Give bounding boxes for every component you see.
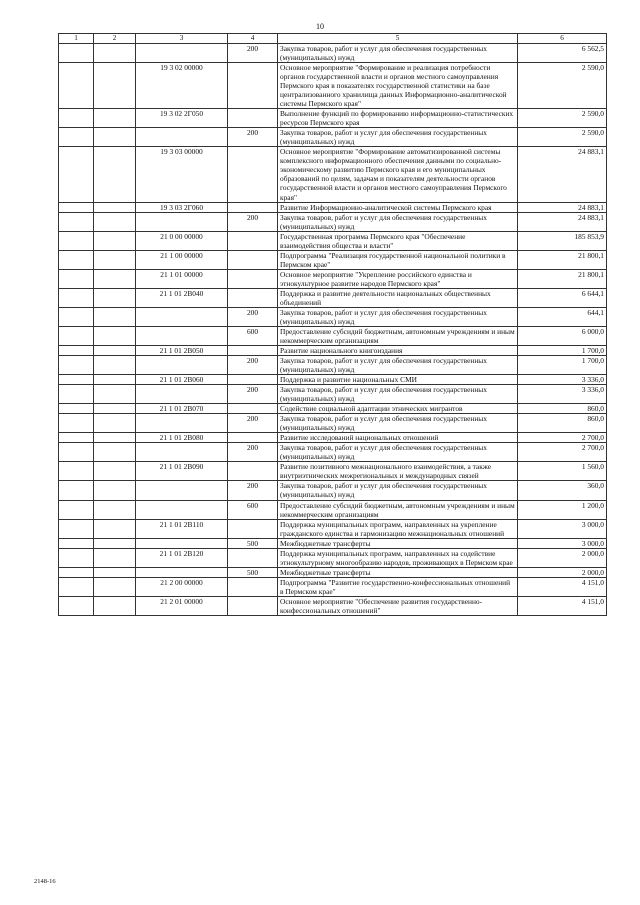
empty-col-1	[59, 346, 94, 356]
item-name-cell: Закупка товаров, работ и услуг для обеспечения государственных (муниципальных) нужд	[278, 307, 518, 326]
empty-col-1	[59, 596, 94, 615]
empty-col-1	[59, 128, 94, 147]
empty-col-2	[94, 577, 136, 596]
empty-col-1	[59, 307, 94, 326]
item-name-cell: Поддержка и развитие деятельности национальных общественных объединений	[278, 288, 518, 307]
expense-type-cell: 500	[228, 567, 278, 577]
empty-col-1	[59, 414, 94, 433]
expense-type-cell: 200	[228, 414, 278, 433]
empty-col-2	[94, 128, 136, 147]
target-code-cell: 21 1 01 2В120	[136, 548, 228, 567]
target-code-cell	[136, 538, 228, 548]
expense-type-cell: 600	[228, 500, 278, 519]
expense-type-cell	[228, 109, 278, 128]
empty-col-2	[94, 212, 136, 231]
table-header	[59, 34, 607, 44]
empty-col-1	[59, 269, 94, 288]
empty-col-2	[94, 202, 136, 212]
empty-col-1	[59, 481, 94, 500]
expense-type-cell	[228, 269, 278, 288]
empty-col-1	[59, 326, 94, 345]
empty-col-2	[94, 519, 136, 538]
amount-cell: 2 590,0	[518, 109, 607, 128]
expense-type-cell	[228, 231, 278, 250]
table-row	[59, 356, 607, 375]
expense-type-cell	[228, 548, 278, 567]
expense-type-cell: 200	[228, 212, 278, 231]
target-code-cell	[136, 307, 228, 326]
header-col-1: 1	[59, 34, 94, 44]
amount-cell: 21 800,1	[518, 269, 607, 288]
header-col-3: 3	[136, 34, 228, 44]
header-col-5: 5	[278, 34, 518, 44]
expense-type-cell	[228, 63, 278, 109]
item-name-cell: Закупка товаров, работ и услуг для обеспечения государственных (муниципальных) нужд	[278, 356, 518, 375]
table-row	[59, 443, 607, 462]
amount-cell: 2 700,0	[518, 443, 607, 462]
expense-type-cell	[228, 375, 278, 385]
target-code-cell: 21 1 01 2В070	[136, 404, 228, 414]
expense-type-cell	[228, 288, 278, 307]
item-name-cell: Поддержка муниципальных программ, направленных на содействие этнокультурному многообразию народов, проживающих в Пермском крае	[278, 548, 518, 567]
table-row	[59, 202, 607, 212]
empty-col-2	[94, 538, 136, 548]
expense-type-cell: 600	[228, 326, 278, 345]
item-name-cell: Предоставление субсидий бюджетным, автономным учреждениям и иным некоммерческим организациям	[278, 500, 518, 519]
header-col-4: 4	[228, 34, 278, 44]
item-name-cell: Подпрограмма "Развитие государственно-конфессиональных отношений в Пермском крае"	[278, 577, 518, 596]
empty-col-2	[94, 346, 136, 356]
item-name-cell: Государственная программа Пермского края "Обеспечение взаимодействия общества и власти"	[278, 231, 518, 250]
table-body	[59, 44, 607, 616]
target-code-cell: 21 1 00 00000	[136, 250, 228, 269]
expense-type-cell: 500	[228, 538, 278, 548]
table-row	[59, 288, 607, 307]
empty-col-1	[59, 231, 94, 250]
empty-col-2	[94, 404, 136, 414]
amount-cell: 3 000,0	[518, 519, 607, 538]
expense-type-cell	[228, 433, 278, 443]
item-name-cell: Основное мероприятие "Обеспечение развития государственно-конфессиональных отношений"	[278, 596, 518, 615]
empty-col-2	[94, 433, 136, 443]
item-name-cell: Развитие исследований национальных отношений	[278, 433, 518, 443]
amount-cell: 185 853,9	[518, 231, 607, 250]
amount-cell: 1 700,0	[518, 346, 607, 356]
footer-document-code: 2148-16	[34, 878, 56, 885]
target-code-cell: 19 3 02 2Г050	[136, 109, 228, 128]
header-col-2: 2	[94, 34, 136, 44]
target-code-cell: 21 1 01 2В050	[136, 346, 228, 356]
table-row	[59, 462, 607, 481]
table-row	[59, 596, 607, 615]
item-name-cell: Выполнение функций по формированию информационно-статистических ресурсов Пермского края	[278, 109, 518, 128]
empty-col-2	[94, 462, 136, 481]
empty-col-2	[94, 500, 136, 519]
empty-col-1	[59, 202, 94, 212]
target-code-cell: 21 1 01 2В110	[136, 519, 228, 538]
target-code-cell: 21 1 01 00000	[136, 269, 228, 288]
table-row	[59, 212, 607, 231]
target-code-cell	[136, 414, 228, 433]
empty-col-2	[94, 414, 136, 433]
item-name-cell: Основное мероприятие "Формирование автоматизированной системы комплексного информационного обеспечения данными по социально-экономическому развитию Пермского края и его муниципальных образований по целям, задачам и показателям деятельности органов государственной власти и органов местного самоуправления Пермского края"	[278, 147, 518, 202]
amount-cell: 3 336,0	[518, 375, 607, 385]
target-code-cell: 21 1 01 2В080	[136, 433, 228, 443]
expense-type-cell	[228, 250, 278, 269]
empty-col-2	[94, 288, 136, 307]
table-row	[59, 231, 607, 250]
header-row	[59, 34, 607, 44]
expense-type-cell: 200	[228, 385, 278, 404]
empty-col-1	[59, 385, 94, 404]
item-name-cell: Основное мероприятие "Формирование и реализация потребности органов государственной власти и органов местного самоуправления Пермского края в показателях государственной статистики на базе централизованного хранилища данных Информационно-аналитической системы Пермского края"	[278, 63, 518, 109]
target-code-cell: 21 2 00 00000	[136, 577, 228, 596]
amount-cell: 24 883,1	[518, 212, 607, 231]
item-name-cell: Закупка товаров, работ и услуг для обеспечения государственных (муниципальных) нужд	[278, 443, 518, 462]
amount-cell: 21 800,1	[518, 250, 607, 269]
empty-col-1	[59, 567, 94, 577]
empty-col-1	[59, 433, 94, 443]
empty-col-2	[94, 567, 136, 577]
item-name-cell: Поддержка и развитие национальных СМИ	[278, 375, 518, 385]
table-row	[59, 548, 607, 567]
empty-col-2	[94, 481, 136, 500]
target-code-cell	[136, 44, 228, 63]
target-code-cell	[136, 326, 228, 345]
empty-col-2	[94, 63, 136, 109]
table-row	[59, 567, 607, 577]
empty-col-2	[94, 375, 136, 385]
table-row	[59, 500, 607, 519]
expense-type-cell	[228, 404, 278, 414]
item-name-cell: Закупка товаров, работ и услуг для обеспечения государственных (муниципальных) нужд	[278, 128, 518, 147]
table-row	[59, 63, 607, 109]
empty-col-1	[59, 404, 94, 414]
table-row	[59, 307, 607, 326]
table-row	[59, 385, 607, 404]
item-name-cell: Предоставление субсидий бюджетным, автономным учреждениям и иным некоммерческим организациям	[278, 326, 518, 345]
empty-col-2	[94, 269, 136, 288]
item-name-cell: Основное мероприятие "Укрепление российского единства и этнокультурное развитие народов Пермского края"	[278, 269, 518, 288]
expense-type-cell: 200	[228, 356, 278, 375]
item-name-cell: Содействие социальной адаптации этнических мигрантов	[278, 404, 518, 414]
item-name-cell: Поддержка муниципальных программ, направленных на укрепление гражданского единства и гармонизацию межнациональных отношений	[278, 519, 518, 538]
empty-col-1	[59, 212, 94, 231]
expense-type-cell: 200	[228, 128, 278, 147]
amount-cell: 3 336,0	[518, 385, 607, 404]
empty-col-1	[59, 548, 94, 567]
amount-cell: 2 700,0	[518, 433, 607, 443]
table-row	[59, 128, 607, 147]
target-code-cell	[136, 128, 228, 147]
amount-cell: 6 000,0	[518, 326, 607, 345]
page-number: 10	[316, 22, 324, 31]
amount-cell: 2 000,0	[518, 567, 607, 577]
target-code-cell	[136, 356, 228, 375]
table-row	[59, 433, 607, 443]
table-row	[59, 414, 607, 433]
empty-col-2	[94, 307, 136, 326]
expense-type-cell: 200	[228, 44, 278, 63]
empty-col-1	[59, 147, 94, 202]
target-code-cell: 19 3 02 00000	[136, 63, 228, 109]
table-row	[59, 269, 607, 288]
empty-col-2	[94, 250, 136, 269]
empty-col-2	[94, 356, 136, 375]
amount-cell: 1 200,0	[518, 500, 607, 519]
item-name-cell: Подпрограмма "Реализация государственной национальной политики в Пермском крае"	[278, 250, 518, 269]
item-name-cell: Закупка товаров, работ и услуг для обеспечения государственных (муниципальных) нужд	[278, 44, 518, 63]
item-name-cell: Межбюджетные трансферты	[278, 567, 518, 577]
table-row	[59, 147, 607, 202]
empty-col-2	[94, 385, 136, 404]
target-code-cell: 21 1 01 2В090	[136, 462, 228, 481]
empty-col-2	[94, 596, 136, 615]
target-code-cell	[136, 500, 228, 519]
target-code-cell	[136, 443, 228, 462]
table-row	[59, 404, 607, 414]
empty-col-1	[59, 577, 94, 596]
table-row	[59, 577, 607, 596]
empty-col-1	[59, 375, 94, 385]
expense-type-cell	[228, 346, 278, 356]
empty-col-2	[94, 548, 136, 567]
empty-col-1	[59, 462, 94, 481]
table-row	[59, 346, 607, 356]
target-code-cell: 19 3 03 00000	[136, 147, 228, 202]
empty-col-1	[59, 519, 94, 538]
amount-cell: 2 590,0	[518, 128, 607, 147]
table-row	[59, 375, 607, 385]
expense-type-cell: 200	[228, 481, 278, 500]
amount-cell: 644,1	[518, 307, 607, 326]
empty-col-1	[59, 288, 94, 307]
item-name-cell: Развитие позитивного межнационального взаимодействия, а также внутриэтнических межрегиональных и международных связей	[278, 462, 518, 481]
table-row	[59, 109, 607, 128]
empty-col-1	[59, 44, 94, 63]
table-row	[59, 44, 607, 63]
item-name-cell: Закупка товаров, работ и услуг для обеспечения государственных (муниципальных) нужд	[278, 414, 518, 433]
amount-cell: 4 151,0	[518, 577, 607, 596]
target-code-cell	[136, 212, 228, 231]
amount-cell: 3 000,0	[518, 538, 607, 548]
expense-type-cell	[228, 577, 278, 596]
expense-type-cell	[228, 596, 278, 615]
amount-cell: 4 151,0	[518, 596, 607, 615]
amount-cell: 24 883,1	[518, 147, 607, 202]
target-code-cell: 21 1 01 2В040	[136, 288, 228, 307]
target-code-cell: 21 0 00 00000	[136, 231, 228, 250]
item-name-cell: Развитие национального книгоиздания	[278, 346, 518, 356]
amount-cell: 2 000,0	[518, 548, 607, 567]
expense-type-cell	[228, 202, 278, 212]
expense-type-cell: 200	[228, 307, 278, 326]
target-code-cell: 21 2 01 00000	[136, 596, 228, 615]
table-row	[59, 519, 607, 538]
amount-cell: 2 590,0	[518, 63, 607, 109]
empty-col-2	[94, 231, 136, 250]
empty-col-1	[59, 250, 94, 269]
amount-cell: 24 883,1	[518, 202, 607, 212]
table-row	[59, 538, 607, 548]
table-row	[59, 481, 607, 500]
item-name-cell: Закупка товаров, работ и услуг для обеспечения государственных (муниципальных) нужд	[278, 481, 518, 500]
budget-table	[58, 33, 607, 616]
target-code-cell	[136, 567, 228, 577]
empty-col-2	[94, 44, 136, 63]
amount-cell: 1 560,0	[518, 462, 607, 481]
amount-cell: 860,0	[518, 404, 607, 414]
empty-col-2	[94, 147, 136, 202]
empty-col-2	[94, 109, 136, 128]
amount-cell: 6 562,5	[518, 44, 607, 63]
expense-type-cell	[228, 519, 278, 538]
item-name-cell: Межбюджетные трансферты	[278, 538, 518, 548]
empty-col-1	[59, 500, 94, 519]
item-name-cell: Развитие Информационно-аналитической системы Пермского края	[278, 202, 518, 212]
header-col-6: 6	[518, 34, 607, 44]
amount-cell: 860,0	[518, 414, 607, 433]
empty-col-1	[59, 538, 94, 548]
expense-type-cell: 200	[228, 443, 278, 462]
amount-cell: 1 700,0	[518, 356, 607, 375]
amount-cell: 360,0	[518, 481, 607, 500]
empty-col-1	[59, 356, 94, 375]
amount-cell: 6 644,1	[518, 288, 607, 307]
table-row	[59, 250, 607, 269]
target-code-cell: 19 3 03 2Г060	[136, 202, 228, 212]
empty-col-1	[59, 443, 94, 462]
target-code-cell: 21 1 01 2В060	[136, 375, 228, 385]
empty-col-2	[94, 443, 136, 462]
empty-col-2	[94, 326, 136, 345]
empty-col-1	[59, 109, 94, 128]
item-name-cell: Закупка товаров, работ и услуг для обеспечения государственных (муниципальных) нужд	[278, 212, 518, 231]
table-row	[59, 326, 607, 345]
target-code-cell	[136, 385, 228, 404]
expense-type-cell	[228, 462, 278, 481]
empty-col-1	[59, 63, 94, 109]
target-code-cell	[136, 481, 228, 500]
item-name-cell: Закупка товаров, работ и услуг для обеспечения государственных (муниципальных) нужд	[278, 385, 518, 404]
expense-type-cell	[228, 147, 278, 202]
